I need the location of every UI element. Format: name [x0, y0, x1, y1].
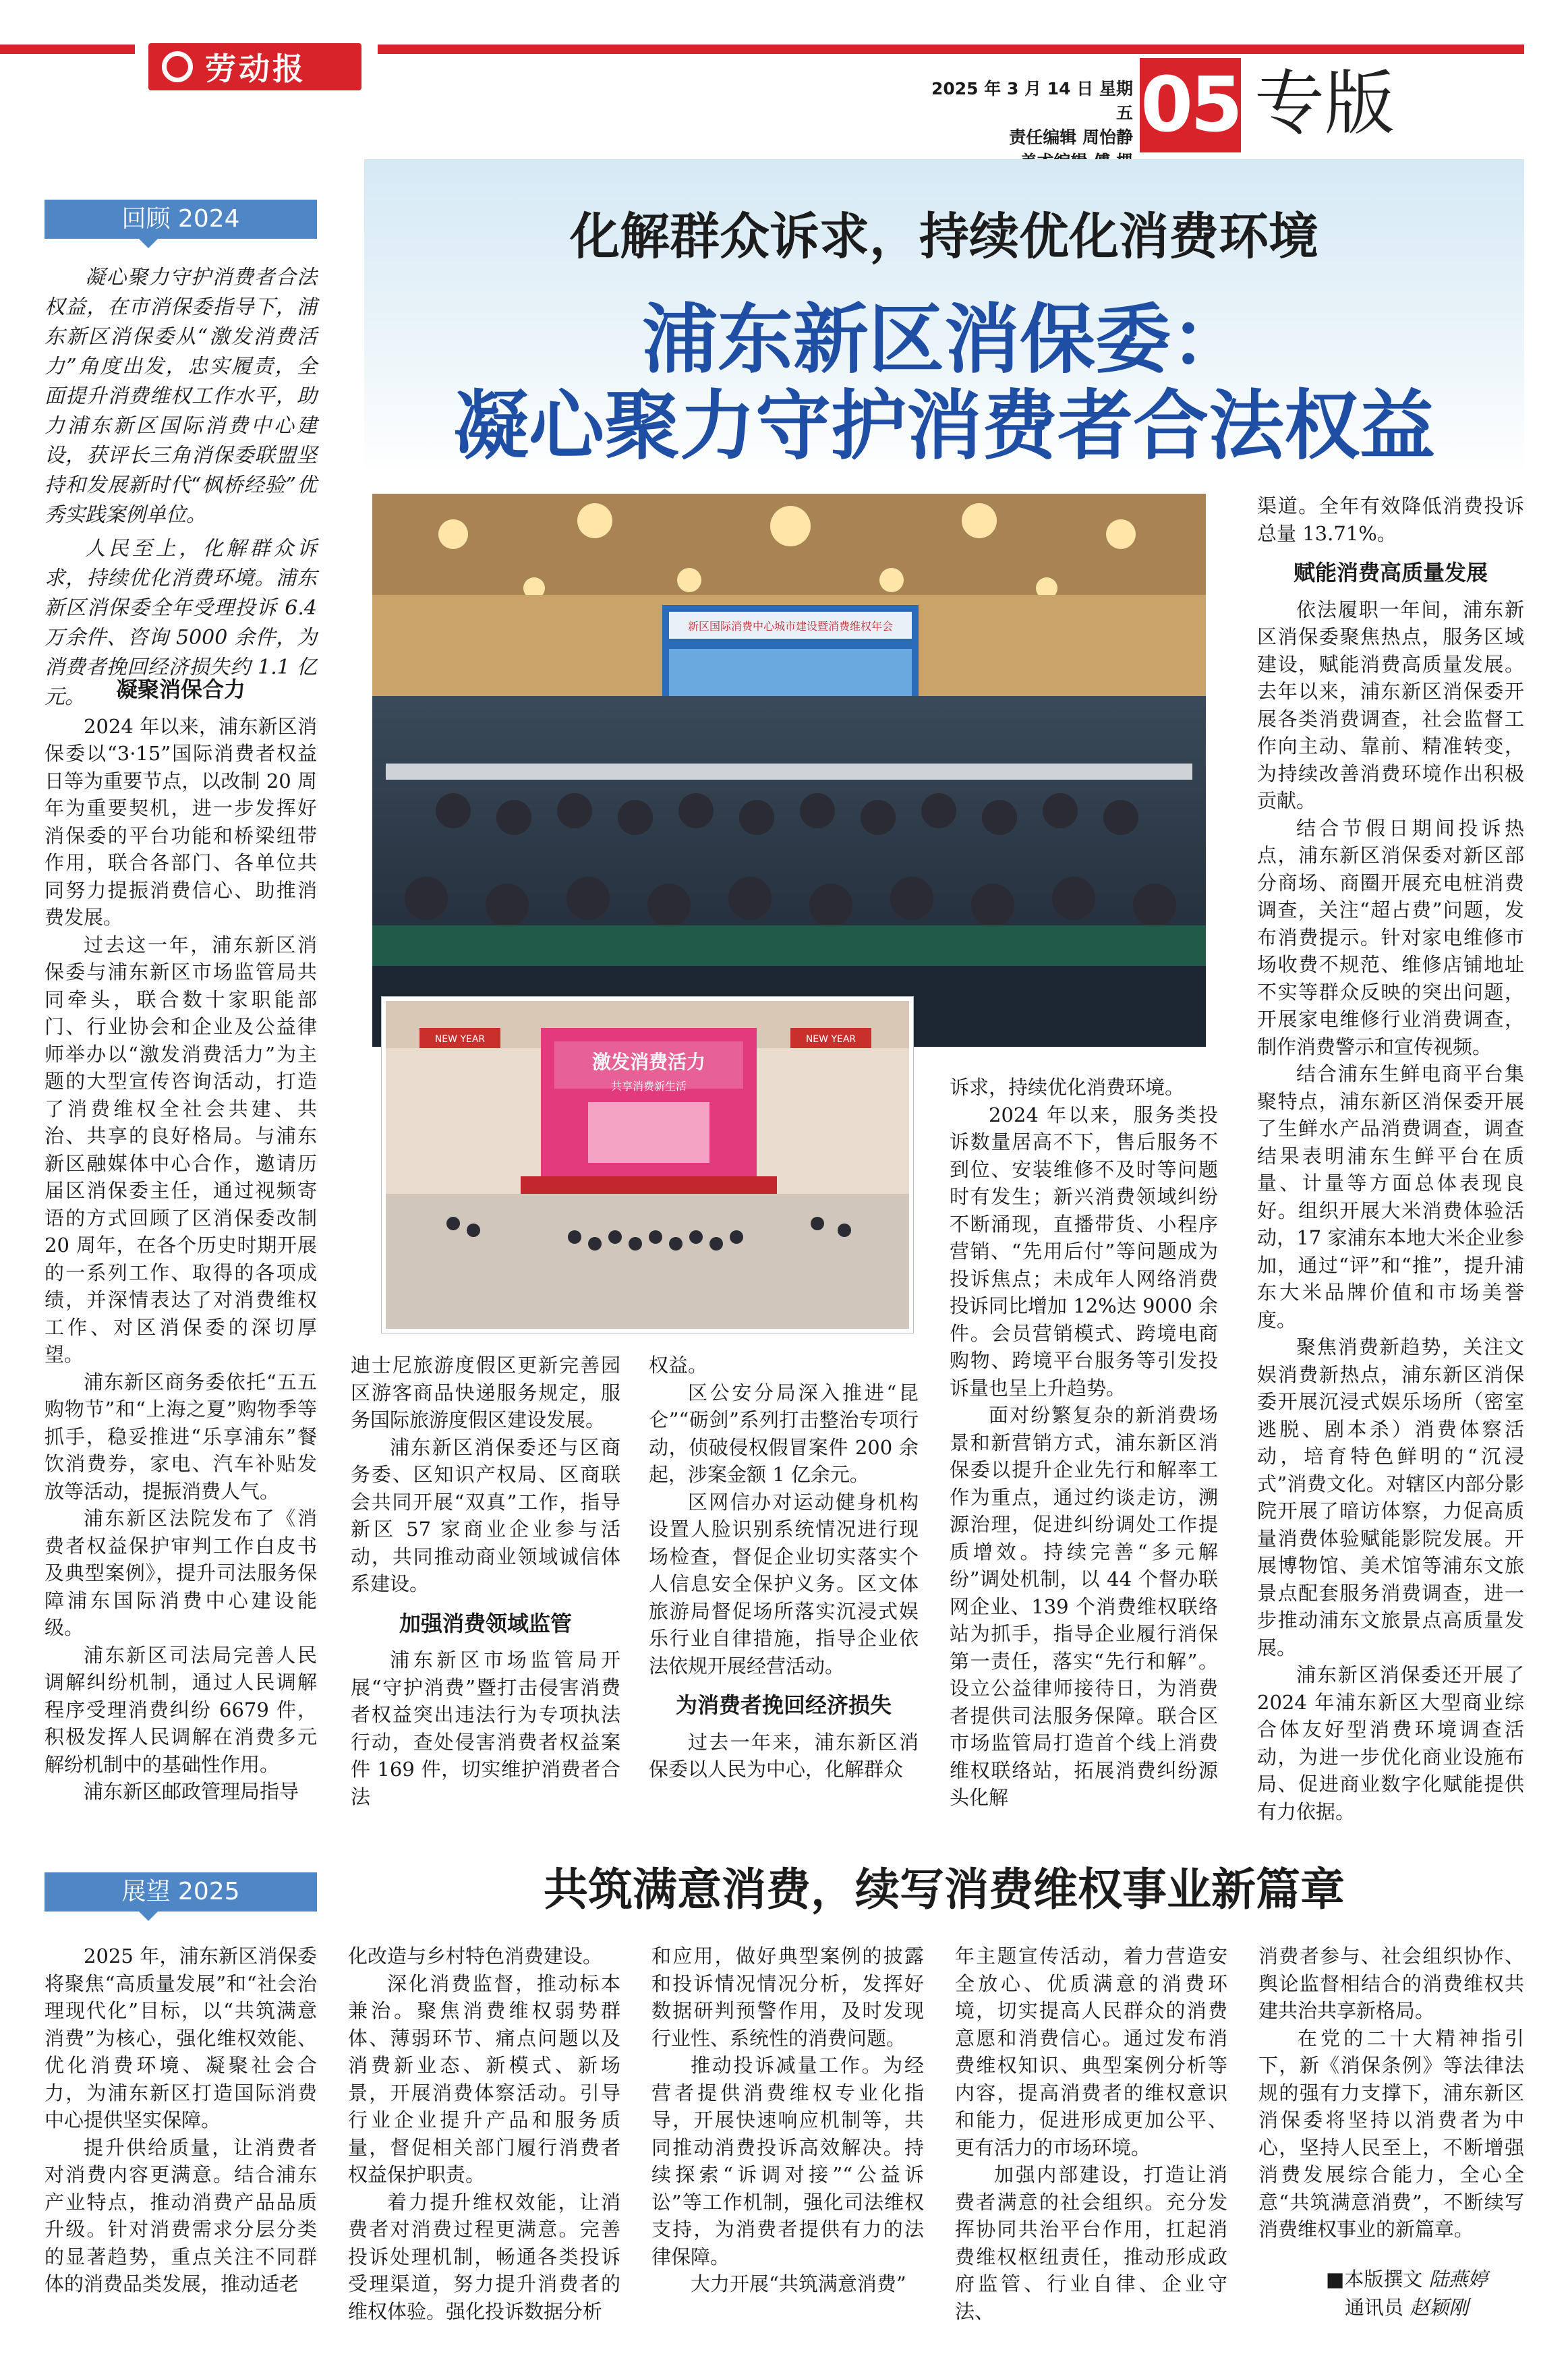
subhead-recover-losses: 为消费者挽回经济损失: [675, 1692, 892, 1718]
body-paragraph: 浦东新区消保委还开展了 2024 年浦东新区大型商业综合体友好型消费环境调查活动，为进一步优化商业设施布局、促进商业数字化赋能提供有力依据。: [1257, 1663, 1524, 1823]
logo-text: 劳动报: [205, 51, 306, 87]
body-paragraph: 诉求，持续优化消费环境。: [950, 1076, 1185, 1099]
column-4: [950, 1074, 1218, 1812]
body-paragraph: 聚焦消费新趋势，关注文娱消费新热点，浦东新区消保委开展沉浸式娱乐场所（密室逃脱、剧本杀）消费体察活动，培育特色鲜明的“沉浸式”消费文化。对辖区内部分影院开展了暗访体察，力促高质量消费体验赋能影院发展。开展博物馆、美术馆等浦东文旅景点配套服务消费调查，进一步推动浦东文旅景点高质量发展。: [1257, 1335, 1524, 1659]
outlook-column-2: [348, 1943, 620, 2325]
intro-summary: [45, 263, 317, 716]
subhead-consumer-protection-synergy: 凝聚消保合力: [115, 677, 245, 702]
main-headline-line1: 浦东新区消保委：: [642, 295, 1246, 384]
body-paragraph: 结合浦东生鲜电商平台集聚特点，浦东新区消保委开展了生鲜水产品消费调查，调查结果表明浦东生鲜平台在质量、计量等方面总体表现良好。组织开展大米消费体验活动，17 家浦东本地大米企业参加，通过“评”和“推”，提升浦东大米品牌价值和市场美誉度。: [1257, 1062, 1524, 1331]
section-name: 专版: [1254, 62, 1395, 144]
column-2: [351, 1352, 620, 1810]
tag-outlook: 展望 2025: [45, 1872, 317, 1912]
body-paragraph: 浦东新区市场监管局开展“守护消费”暨打击侵害消费者权益突出违法行为专项执法行动，查处侵害消费者权益案件 169 件，切实维护消费者合法: [351, 1648, 620, 1808]
event-photo-drawing: [386, 1001, 909, 1329]
store-sign-text: NEW YEAR: [434, 1034, 486, 1045]
conference-photo: [372, 494, 1206, 1047]
event-board-subtitle: 共享消费新生活: [610, 1080, 687, 1093]
body-paragraph: 深化消费监督，推动标本兼治。聚焦消费维权弱势群体、薄弱环节、痛点问题以及消费新业态、新模式、新场景，开展消费体察活动。引导行业企业提升产品和服务质量，督促相关部门履行消费者权益保护职责。: [348, 1972, 620, 2186]
byline-correspondent: 赵颖刚: [1410, 2296, 1469, 2319]
body-paragraph: 区网信办对运动健身机构设置人脸识别系统情况进行现场检查，督促企业切实落实个人信息安全保护义务。区文体旅游局督促场所落实沉浸式娱乐行业自律措施，指导企业依法依规开展经营活动。: [649, 1490, 919, 1677]
body-paragraph: 着力提升维权效能，让消费者对消费过程更满意。完善投诉处理机制，畅通各类投诉受理渠道，努力提升消费者的维权体验。强化投诉数据分析: [348, 2190, 620, 2323]
body-paragraph: 在党的二十大精神指引下，新《消保条例》等法律法规的强有力支撑下，浦东新区消保委将坚持以消费者为中心，坚持人民至上，不断增强消费发展综合能力，全心全意“共筑满意消费”，不断续写消费维权事业的新篇章。: [1258, 2026, 1524, 2241]
intro-paragraph: 人民至上，化解群众诉求，持续优化消费环境。浦东新区消保委全年受理投诉 6.4 万余件、咨询 5000 余件，为消费者挽回经济损失约 1.1 亿元。: [45, 537, 317, 709]
body-paragraph: 加强内部建设，打造让消费者满意的社会组织。充分发挥协同共治平台作用，扛起消费维权枢纽责任，推动形成政府监管、行业自律、企业守法、: [955, 2163, 1227, 2323]
issue-editor: 责任编辑 周怡静: [1009, 127, 1133, 147]
body-paragraph: 权益。: [649, 1354, 708, 1377]
column-5: [1257, 492, 1524, 1825]
byline-writer: 陆燕婷: [1428, 2268, 1488, 2291]
subhead-strengthen-supervision: 加强消费领域监管: [399, 1610, 572, 1636]
body-paragraph: 化改造与乡村特色消费建设。: [348, 1945, 603, 1967]
body-paragraph: 消费者参与、社会组织协作、舆论监督相结合的消费维权共建共治共享新格局。: [1258, 1945, 1524, 2022]
byline-label-correspondent: 通讯员: [1345, 2296, 1404, 2319]
byline: [1326, 2265, 1488, 2322]
kicker-headline: 化解群众诉求，持续优化消费环境: [570, 208, 1318, 266]
event-board-title: 激发消费活力: [591, 1051, 706, 1073]
intro-paragraph: 凝心聚力守护消费者合法权益，在市消保委指导下，浦东新区消保委从“激发消费活力”角度出发，忠实履责，全面提升消费维权工作水平，助力浦东新区国际消费中心建设，获评长三角消保委联盟坚持和发展新时代“枫桥经验”优秀实践案例单位。: [45, 266, 317, 527]
tag-review: 回顾 2024: [45, 200, 317, 239]
outlook-column-5: [1258, 1943, 1524, 2243]
body-paragraph: 结合节假日期间投诉热点，浦东新区消保委对新区部分商场、商圈开展充电桩消费调查，关注“超占费”问题，发布消费提示。针对家电维修市场收费不规范、维修店铺地址不实等群众反映的突出问题，开展家电维修行业消费调查，制作消费警示和宣传视频。: [1257, 816, 1524, 1058]
main-headline-line2: 凝心聚力守护消费者合法权益: [453, 382, 1435, 470]
store-sign-text: NEW YEAR: [805, 1034, 856, 1045]
stage-banner-text: 新区国际消费中心城市建设暨消费维权年会: [687, 620, 894, 633]
body-paragraph: 提升供给质量，让消费者对消费内容更满意。结合浦东产业特点，推动消费产品品质升级。针对消费需求分层分类的显著趋势，重点关注不同群体的消费品类发展，推动适老: [45, 2135, 317, 2295]
body-paragraph: 2025 年，浦东新区消保委将聚焦“高质量发展”和“社会治理现代化”目标，以“共筑满意消费”为核心，强化维权效能、优化消费环境、凝聚社会合力，为浦东新区打造国际消费中心提供坚实保障。: [45, 1945, 317, 2131]
body-paragraph: 浦东新区法院发布了《消费者权益保护审判工作白皮书及典型案例》，提升司法服务保障浦东国际消费中心建设能级。: [45, 1507, 317, 1639]
outlook-column-3: [651, 1943, 924, 2298]
outlook-column-1: [45, 1943, 317, 2298]
subhead-empower-development: 赋能消费高质量发展: [1293, 560, 1488, 585]
body-paragraph: 推动投诉减量工作。为经营者提供消费维权专业化指导，开展快速响应机制等，共同推动消费投诉高效解决。持续探索“诉调对接”“公益诉讼”等工作机制，强化司法维权支持，为消费者提供有力的法律保障。: [651, 2054, 924, 2268]
top-rule-right: [378, 45, 1524, 54]
body-paragraph: 过去这一年，浦东新区消保委与浦东新区市场监管局共同牵头，联合数十家职能部门、行业协会和企业及公益律师举办以“激发消费活力”为主题的大型宣传咨询活动，打造了消费维权全社会共建、共治、共享的良好格局。与浦东新区融媒体中心合作，邀请历届区消保委主任，通过视频寄语的方式回顾了区消保委改制 20 周年，在各个历史时期开展的一系列工作、取得的各项成绩，并深情表达了对消费维权工作、对区消保委的深切厚望。: [45, 933, 317, 1366]
column-3: [649, 1352, 919, 1783]
body-paragraph: 依法履职一年间，浦东新区消保委聚焦热点，服务区域建设，赋能消费高质量发展。去年以来，浦东新区消保委开展各类消费调查，社会监督工作向主动、靠前、精准转变，为持续改善消费环境作出积极贡献。: [1257, 598, 1524, 812]
main-headline: [364, 297, 1524, 469]
body-paragraph: 2024 年以来，服务类投诉数量居高不下，售后服务不到位、安装维修不及时等问题时有发生；新兴消费领域纠纷不断涌现，直播带货、小程序营销、“先用后付”等问题成为投诉焦点；未成年人网络消费投诉同比增加 12%达 9000 余件。会员营销模式、跨境电商购物、跨境平台服务等引发投诉量也呈上升趋势。: [950, 1103, 1218, 1400]
event-photo: [382, 997, 913, 1333]
page-number: 05: [1140, 58, 1241, 152]
body-paragraph: 面对纷繁复杂的新消费场景和新营销方式，浦东新区消保委以提升企业先行和解率工作为重点，通过约谈走访，溯源治理，促进纠纷调处工作提质增效。持续完善“多元解纷”调处机制，以 44 个督办联网企业、139 个消费维权联络站为抓手，指导企业履行消保第一责任，落实“先行和解”。设立公益律师接待日，为消费者提供司法服务保障。联合区市场监管局打造首个线上消费维权联络站，拓展消费纠纷源头化解: [950, 1404, 1218, 1809]
body-paragraph: 2024 年以来，浦东新区消保委以“3·15”国际消费者权益日等为重要节点，以改制 20 周年为重要契机，进一步发挥好消保委的平台功能和桥梁纽带作用，联合各部门、各单位共同努力提振消费信心、助推消费发展。: [45, 714, 317, 929]
body-paragraph: 渠道。全年有效降低消费投诉总量 13.71%。: [1257, 494, 1524, 545]
body-paragraph: 浦东新区商务委依托“五五购物节”和“上海之夏”购物季等抓手，稳妥推进“乐享浦东”餐饮消费券，家电、汽车补贴发放等活动，提振消费人气。: [45, 1370, 317, 1503]
issue-date: 2025 年 3 月 14 日 星期五: [931, 79, 1133, 123]
body-paragraph: 浦东新区消保委还与区商务委、区知识产权局、区商联会共同开展“双真”工作，指导新区 57 家商业企业参与活动，共同推动商业领域诚信体系建设。: [351, 1435, 620, 1595]
conference-photo-drawing: [372, 494, 1206, 1047]
body-paragraph: 浦东新区邮政管理局指导: [84, 1780, 299, 1803]
masthead-logo: [148, 43, 361, 90]
body-paragraph: 年主题宣传活动，着力营造安全放心、优质满意的消费环境，切实提高人民群众的消费意愿和消费信心。通过发布消费维权知识、典型案例分析等内容，提高消费者的维权意识和能力，促进形成更加公平、更有活力的市场环境。: [955, 1945, 1227, 2159]
outlook-headline: 共筑满意消费，续写消费维权事业新篇章: [544, 1863, 1345, 1916]
top-rule-left: [0, 45, 135, 54]
byline-label-writer: ■本版撰文: [1326, 2268, 1423, 2291]
outlook-column-4: [955, 1943, 1227, 2325]
logo-icon: [162, 51, 193, 82]
body-paragraph: 迪士尼旅游度假区更新完善园区游客商品快递服务规定，服务国际旅游度假区建设发展。: [351, 1354, 620, 1431]
body-paragraph: 大力开展“共筑满意消费”: [691, 2272, 906, 2295]
body-paragraph: 区公安分局深入推进“昆仑”“砺剑”系列打击整治专项行动，侦破侵权假冒案件 200 余起，涉案金额 1 亿余元。: [649, 1381, 919, 1486]
column-1: [45, 664, 317, 1806]
body-paragraph: 浦东新区司法局完善人民调解纠纷机制，通过人民调解程序受理消费纠纷 6679 件，积极发挥人民调解在消费多元解纷机制中的基础性作用。: [45, 1643, 317, 1776]
body-paragraph: 和应用，做好典型案例的披露和投诉情况情况分析，发挥好数据研判预警作用，及时发现行业性、系统性的消费问题。: [651, 1945, 924, 2050]
body-paragraph: 过去一年来，浦东新区消保委以人民为中心，化解群众: [649, 1730, 919, 1781]
